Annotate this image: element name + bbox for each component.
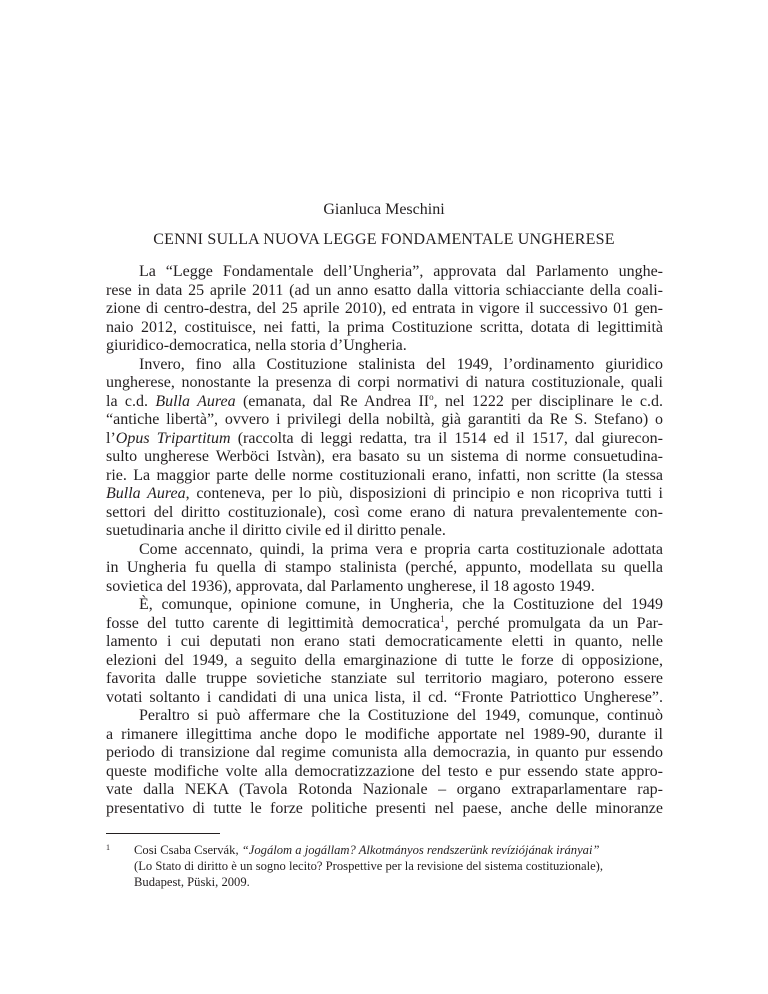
text-run: fosse del tutto carente di legittimità democratica [106,614,441,632]
footnote-line: Budapest, Püski, 2009. [134,875,250,889]
author-name: Gianluca Meschini [323,201,445,218]
text-line [106,689,663,708]
paragraph [106,263,663,356]
text-line [106,633,663,652]
text-line [106,781,663,800]
italic-title: Opus Tripartitum [115,429,231,447]
text-line [106,726,663,745]
text-line [106,448,663,467]
text-run: settori del diritto costituzionale), così come erano di natura prevalentemente con- [106,503,663,521]
superscript: o [429,391,434,402]
footnote-number: 1 [106,843,110,852]
text-line [106,744,663,763]
footnote-line [134,842,663,858]
text-run: presentativo di tutte le forze politiche presenti nel paese, anche delle minoranze [106,799,663,817]
text-run: rie. La maggior parte delle norme costituzionali erano, infatti, non scritte (la stessa [106,466,663,484]
text-line [106,337,663,356]
text-line [106,374,663,393]
text-run: È, comunque, opinione comune, in Ungheria, che la Costituzione del 1949 [139,596,663,613]
text-run: La “Legge Fondamentale dell’Ungheria”, approvata dal Parlamento unghe- [139,263,663,280]
text-run: rese in data 25 aprile 2011 (ad un anno esatto dalla vittoria schiacciante della coali- [106,281,663,299]
text-run: vate dalla NEKA (Tavola Rotonda Nazionale – organo extraparlamentare rap- [106,781,663,798]
footnote-work-title: “Jogálom a jogállam? Alkotmányos rendszerünk revíziójának irányai” [241,843,600,857]
text-run: (raccolta di leggi redatta, tra il 1514 ed il 1517, dal giurecon- [230,429,663,447]
footnote [106,842,663,890]
text-run: in Ungheria fu quella di stampo stalinista (perché, appunto, modellata su quella [106,559,663,576]
text-run: la c.d. [106,392,156,410]
footnote-reference[interactable]: 1 [440,613,445,624]
text-line [106,430,663,449]
paragraph [106,596,663,707]
text-run: , conteneva, per lo più, disposizioni di principio e non ricopriva tutti i [185,485,664,502]
text-run: zione di centro-destra, del 25 aprile 2010), ed entrata in vigore il successivo 01 gen- [106,300,663,317]
text-line [106,393,663,412]
text-line [106,652,663,671]
text-run: elezioni del 1949, a seguito della emarginazione di tutte le forze di opposizione, [106,651,663,669]
text-run: Invero, fino alla Costituzione stalinista del 1949, l’ordinamento giuridico [139,355,663,373]
text-line [106,541,663,560]
text-run: naio 2012, costituisce, nei fatti, la prima Costituzione scritta, dotata di legittimità [106,318,663,336]
text-run: periodo di transizione dal regime comunista alla democrazia, in quanto pur essendo [106,744,663,761]
paragraph [106,541,663,597]
text-run: sulto ungherese Werböci Istvàn), era basato su un sistema di norme consuetudina- [106,448,663,465]
paragraph [106,356,663,541]
text-run: l’ [106,429,116,447]
text-run: Come accennato, quindi, la prima vera e propria carta costituzionale adottata [139,540,663,558]
text-line [106,763,663,782]
text-line [106,467,663,486]
text-run: queste modifiche volte alla democratizzazione del testo e pur essendo state appro- [106,762,663,780]
text-run: , perché promulgata da un Par- [444,614,664,632]
text-run: giuridico-democratica, nella storia d’Ungheria. [106,337,407,354]
text-run: a rimanere illegittima anche dopo le modifiche apportate nel 1989-90, durante il [106,725,663,743]
text-run: “antiche libertà”, ovvero i privilegi della nobiltà, già garantiti da Re S. Stefano) o [106,411,663,428]
text-line [106,504,663,523]
text-line [106,707,663,726]
text-line [106,670,663,689]
text-line [106,800,663,819]
text-line [106,596,663,615]
text-line [106,559,663,578]
article-title: CENNI SULLA NUOVA LEGGE FONDAMENTALE UNGHERESE [153,231,615,248]
text-run: , nel 1222 per disciplinare le c.d. [433,392,663,410]
article-body [106,263,663,818]
text-line [106,485,663,504]
footnote-author: Cosi Csaba Cservák, [134,843,242,857]
text-line [106,282,663,301]
text-run: favorita dalle truppe sovietiche stanziate sul territorio magiaro, poterono essere [106,670,663,687]
text-run: Peraltro si può affermare che la Costituzione del 1949, comunque, continuò [139,707,663,724]
footnote-divider [106,833,220,834]
footnote-line: (Lo Stato di diritto è un sogno lecito? Prospettive per la revisione del sistema costituzionale), [134,859,604,873]
text-line [106,300,663,319]
text-line [106,263,663,282]
text-line [106,411,663,430]
text-line [106,319,663,338]
text-line [106,522,663,541]
text-line [106,356,663,375]
italic-title: Bulla Aurea [106,485,186,502]
text-line [106,615,663,634]
text-run: sovietica del 1936), approvata, dal Parlamento ungherese, il 18 agosto 1949. [106,577,595,595]
text-run: ungherese, nonostante la presenza di corpi normativi di natura costituzionale, quali [106,374,663,391]
text-run: votati soltanto i candidati di una unica lista, il cd. “Fronte Patriottico Ungherese”. [106,688,663,706]
italic-title: Bulla Aurea [155,392,236,410]
paragraph [106,707,663,818]
text-run: lamento i cui deputati non erano stati democraticamente eletti in quanto, nelle [106,633,663,650]
text-run: suetudinaria anche il diritto civile ed il diritto penale. [106,522,446,539]
text-run: (emanata, dal Re Andrea II [235,392,430,410]
text-line [106,578,663,597]
